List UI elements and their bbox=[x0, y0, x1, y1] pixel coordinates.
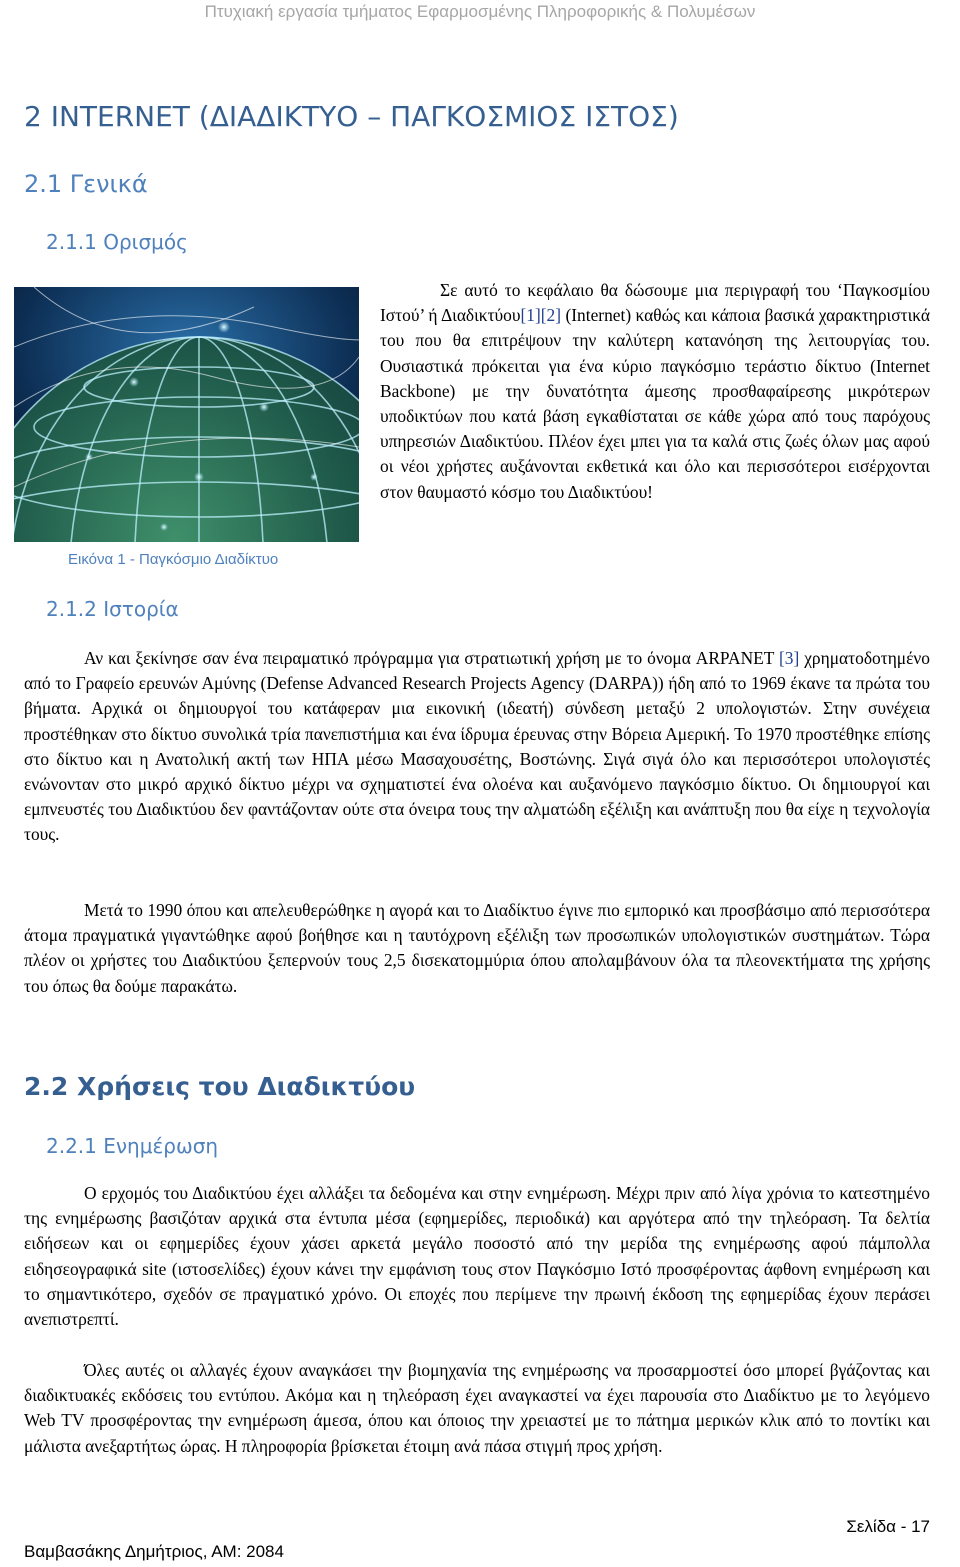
history-paragraph-1 bbox=[24, 646, 930, 848]
history-text: Αν και ξεκίνησε σαν ένα πειραματικό πρόγραμμα για στρατιωτική χρήση με το όνομα ARPANET bbox=[84, 648, 779, 668]
chapter-heading: 2 INTERNET (ΔΙΑΔΙΚΤΥΟ – ΠΑΓΚΟΣΜΙΟΣ ΙΣΤΟΣ) bbox=[24, 100, 679, 133]
figure-caption: Εικόνα 1 - Παγκόσμιο Διαδίκτυο bbox=[68, 551, 279, 568]
news-paragraph-1: Ο ερχομός του Διαδικτύου έχει αλλάξει τα δεδομένα και στην ενημέρωση. Μέχρι πριν από λίγα χρόνια το κατεστημένο της ενημέρωσης βασιζόταν αρχικά στα έντυπα μέσα (εφημερίδες, περιοδικά) και αργότερα από την τηλεόραση. Τα δελτία ειδήσεων και οι εφημερίδες έχουν χάσει αρκετά μεγάλο ποσοστό από την μερίδα της ενημέρωσης αφού πάμπολλα ειδησεογραφικά site (ιστοσελίδες) έχουν κάνει την εμφάνιση τους στον Παγκόσμιο Ιστό προσφέροντας άφθονη ενημέρωση και το σημαντικότερο, σχεδόν σε πραγματικό χρόνο. Οι εποχές που περίμενε την πρωινή έκδοση της εφημερίδας έχουν περάσει ανεπιστρεπτί. bbox=[24, 1183, 930, 1330]
subsection-heading-news: 2.2.1 Ενημέρωση bbox=[46, 1134, 219, 1158]
subsection-heading-history: 2.1.2 Ιστορία bbox=[46, 597, 179, 621]
globe-network-image bbox=[14, 287, 359, 542]
definition-paragraph bbox=[380, 278, 930, 505]
news-paragraph-2: Όλες αυτές οι αλλαγές έχουν αναγκάσει την βιομηχανία της ενημέρωσης να προσαρμοστεί όσο μπορεί βγάζοντας και διαδικτυακές εκδόσεις του εντύπου. Ακόμα και η τηλεόραση έχει αναγκαστεί να έχει παρουσία στο Διαδίκτυο με το λεγόμενο Web TV προσφέροντας την ενημέρωση άμεσα, όπου και όποιος την χρειαστεί με το πάτημα μερικών κλικ από το ποντίκι και μάλιστα ανεξαρτήτως ώρας. Η πληροφορία βρίσκεται έτοιμη ανά πάσα στιγμή προς χρήση. bbox=[24, 1360, 930, 1456]
page-number: Σελίδα - 17 bbox=[846, 1517, 930, 1536]
definition-text-continued: (Internet) καθώς και κάποια βασικά χαρακτηριστικά του που θα επιτρέψουν την καλύτερη κατανόηση της λειτουργίας του. Ουσιαστικά πρόκειται για ένα κύριο παγκόσμιο τεράστιο δίκτυο (Internet Backbone) με την δυνατότητα άμεσης προσθαφαίρεσης μικρότερων υποδικτύων που κατά βάση εγκαθίσταται σε κάθε χώρα από τους παρόχους υπηρεσιών Διαδικτύου. Πλέον έχει μπει για τα καλά στις ζωές όλων μας αφού οι νέοι χρήστες αυξάνονται εκθετικά και όλο και περισσότεροι εισέρχονται στον θαυμαστό κόσμο του Διαδικτύου! bbox=[380, 305, 930, 502]
history-paragraph-2: Μετά το 1990 όπου και απελευθερώθηκε η αγορά και το Διαδίκτυο έγινε πιο εμπορικό και προσβάσιμο από περισσότερα άτομα πραγματικά γιγαντώθηκε αφού βοήθησε και η ταυτόχρονη εξέλιξη των προσωπικών υπολογιστικών συστημάτων. Τώρα πλέον οι χρήστες του Διαδικτύου ξεπερνούν τους 2,5 δισεκατομμύρια όπου απολαμβάνουν όλα τα πλεονεκτήματα της χρήσης του όπως θα δούμε παρακάτω. bbox=[24, 900, 930, 996]
section-heading-general: 2.1 Γενικά bbox=[24, 170, 148, 198]
subsection-heading-definition: 2.1.1 Ορισμός bbox=[46, 230, 188, 254]
citation-link[interactable]: [1][2] bbox=[520, 305, 562, 326]
footer-author: Βαμβασάκης Δημήτριος, ΑΜ: 2084 bbox=[24, 1542, 284, 1561]
running-header: Πτυχιακή εργασία τμήματος Εφαρμοσμένης Πληροφορικής & Πολυμέσων bbox=[204, 2, 756, 21]
history-text-continued: χρηματοδοτημένο από το Γραφείο ερευνών Αμύνης (Defense Advanced Research Projects Agency (DARPA)) ήδη από το 1969 έκανε τα πρώτα του βήματα. Αρχικά οι δημιουργοί του κατάφεραν μια εικονική (ιδεατή) σύνδεση μεταξύ 2 υπολογιστών. Στην συνέχεια προστέθηκαν στο δίκτυο συνολικά τρία πανεπιστήμια και ένα ίδρυμα έρευνας στην Βόρεια Αμερική. Το 1970 προστέθηκε επίσης στο δίκτυο και η Ανατολική ακτή των ΗΠΑ μέσω Μασαχουσέτης, Βοστώνης. Σιγά σιγά όλο και περισσότεροι υπολογιστές ενώνονταν στο μικρό αρχικό δίκτυο μέχρι να σχηματιστεί ένα ολοένα και αυξανόμενο παγκόσμιο δίκτυο. Οι δημιουργοί και εμπνευστές του Διαδικτύου δεν φαντάζονταν ούτε στα όνειρα τους την αλματώδη εξέλιξη και ανάπτυξη που θα είχε η τεχνολογία τους. bbox=[24, 648, 930, 845]
section-heading-uses: 2.2 Χρήσεις του Διαδικτύου bbox=[24, 1072, 416, 1101]
citation-link[interactable]: [3] bbox=[779, 648, 800, 668]
definition-text: Σε αυτό το κεφάλαιο θα δώσουμε μια περιγραφή του ‘Παγκοσμίου Ιστού’ ή Διαδικτύου bbox=[380, 280, 930, 326]
